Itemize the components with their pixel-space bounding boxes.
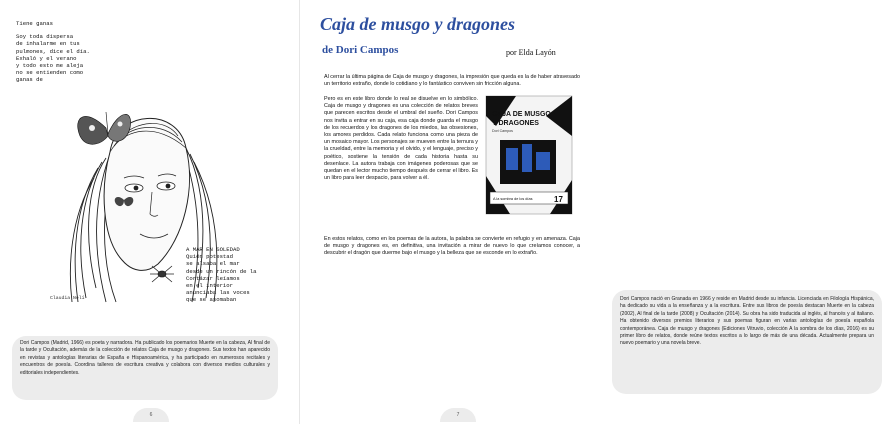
book-cover-author: Dori Campos (492, 129, 513, 133)
poem-line: de inhalarme en tus (16, 40, 80, 48)
article-title: Caja de musgo y dragones (320, 14, 516, 34)
poem-line: Cortázar leíamos (186, 274, 240, 282)
poem-line: en el interior (186, 282, 233, 290)
book-cover-series: A la sombra de los días (493, 197, 533, 201)
article-intro: Al cerrar la última página de Caja de musgo y dragones, la impresión que queda es la de haber atravesado un territorio extraño, donde lo cotidiano y lo fantástico conviven sin fricción alguna. (324, 74, 580, 88)
author-bio-box (12, 336, 278, 400)
poem-line: no se entienden como (16, 69, 84, 77)
book-cover-image (486, 96, 572, 214)
poem-line: desde un rincón de la (186, 267, 257, 275)
illustration-credit: Claudia Nelí (50, 296, 85, 301)
poem-line: y todo esto me aleja (16, 62, 84, 70)
poem-line: Soy toda dispersa (16, 33, 74, 41)
poem-line: A MAR EN SOLEDAD (186, 246, 240, 253)
page-number: 7 (440, 408, 476, 422)
article-subtitle: de Dori Campos (322, 44, 399, 56)
book-cover-number: 17 (554, 195, 563, 204)
poem-line: Tiene ganas (16, 20, 53, 27)
poem-line: pulmones, dice el día. (16, 47, 90, 55)
author-bio-box (612, 290, 882, 394)
left-page (0, 0, 300, 424)
book-cover-title-line1: CAJA DE MUSGO (492, 111, 551, 118)
right-page (300, 0, 874, 424)
poem-line: se alsaba el mar (186, 260, 240, 268)
poem-line: que se asomaban (186, 296, 237, 304)
poem-line: anunciaba las voces (186, 289, 250, 297)
poem-line: Exhaló y el verano (16, 54, 77, 62)
author-bio-text: Dori Campos (Madrid, 1966) es poeta y narradora. Ha publicado los poemarios Muerte en la cabeza, Al final de la tarde y Ocultación, además de la colección de relatos Caja de musgo y dragones. Sus textos han aparecido en revistas y antologías literarias de España e Hispanoamérica, y ha participado en numerosos recitales y encuentros de poesía. Coordina talleres de escritura creativa y colabora con diversos medios culturales y editoriales independientes. (20, 340, 270, 376)
page-number: 6 (133, 408, 169, 422)
poem-bottom (186, 246, 282, 304)
poem-top (16, 20, 108, 84)
poem-line: ganas de (16, 76, 43, 84)
poem-line: Quién potestad (186, 253, 233, 261)
article-closing: En estos relatos, como en los poemas de la autora, la palabra se convierte en refugio y en amenaza. Caja de musgo y dragones es, en definitiva, una invitación a mirar de nuevo lo que creíamos conocer, a descubrir el dragón que duerme bajo el musgo y la belleza que se esconde en lo extraño. (324, 236, 580, 257)
author-bio-text: Dori Campos nació en Granada en 1966 y reside en Madrid desde su infancia. Licenciada en Filología Hispánica, ha dedicado su vida a la enseñanza y a la escritura. Entre sus libros de poesía destacan Muerte en la cabeza (2002), Al final de la tarde (2008) y Ocultación (2014). Su obra ha sido traducida al inglés, al francés y al italiano. Ha obtenido diversos premios literarios y sus poemas figuran en varias antologías de poesía española contemporánea. Caja de musgo y dragones (Ediciones Vitruvio, colección A la sombra de los días, 2016) es su primer libro de relatos, donde reúne textos escritos a lo largo de más de una década. Actualmente prepara un nuevo poemario y una novela breve. (620, 296, 874, 347)
article-body: Pero es en este libro donde lo real se disuelve en lo simbólico. Caja de musgo y dragones es una colección de relatos breves que parecen escritos desde el umbral del sueño. Dori Campos nos invita a entrar en su caja, esa caja donde guarda el musgo de los recuerdos y los dragones de los miedos, las obsesiones, los amores perdidos. Cada relato funciona como una pieza de un mosaico mayor. Los personajes se mueven entre la ternura y la crueldad, entre la memoria y el olvido, y el lenguaje, preciso y poético, sostiene la tensión de cada historia hasta su desenlace. La autora trabaja con imágenes poderosas que se quedan en el lector mucho tiempo después de cerrar el libro. Es un libro para leer despacio, para volver a él. (324, 96, 478, 182)
article-byline: por Elda Layón (506, 48, 556, 57)
book-cover-title-line2: Y DRAGONES (492, 120, 539, 127)
